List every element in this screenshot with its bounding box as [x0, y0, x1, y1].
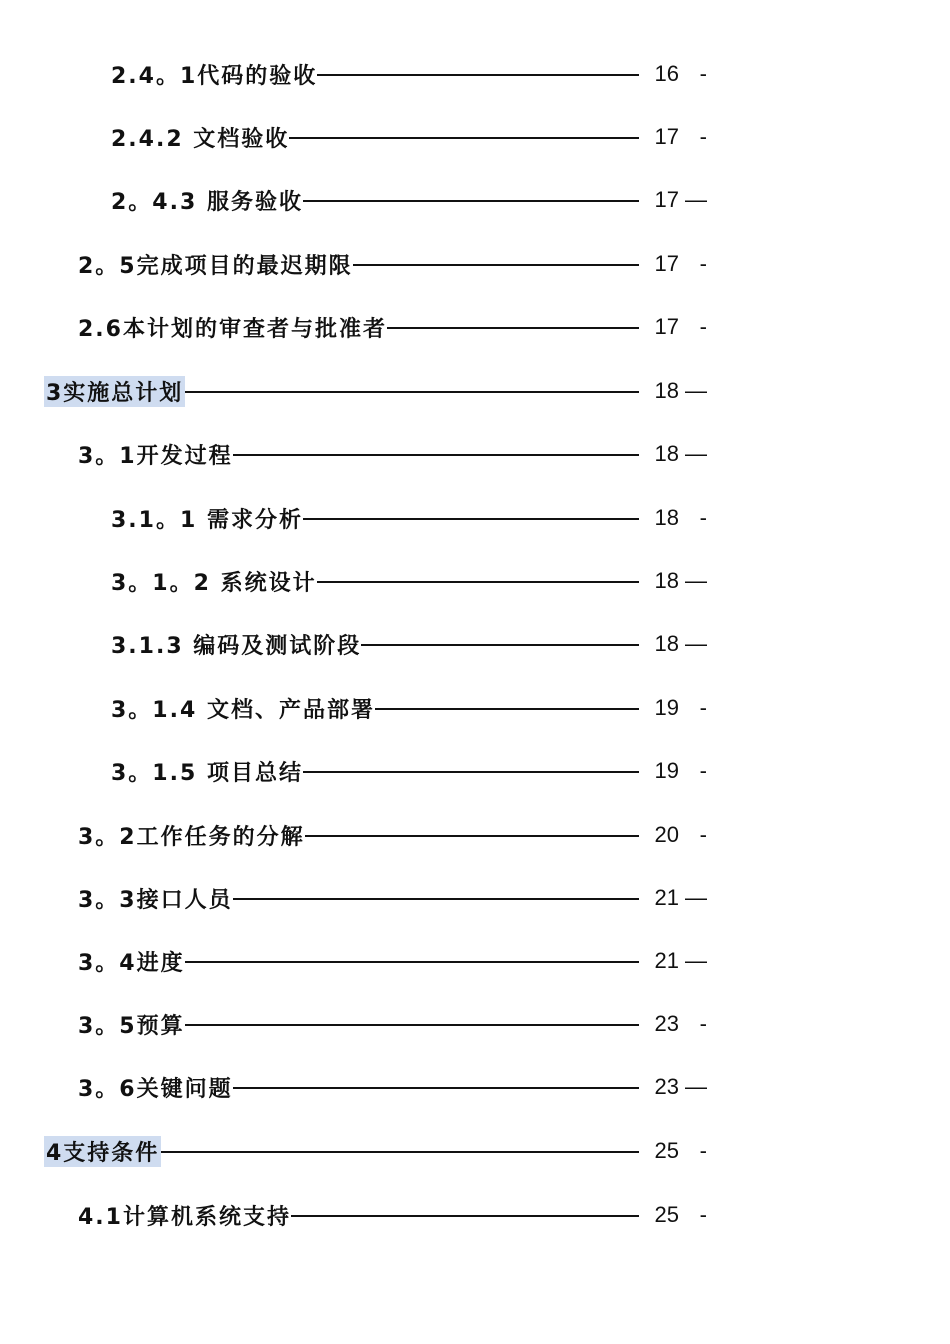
toc-entry-title: 3。4进度 — [78, 950, 185, 976]
toc-leader-line — [317, 581, 639, 583]
toc-leader-line — [387, 327, 639, 329]
toc-entry-tail: - — [699, 695, 707, 720]
toc-entry-tail: - — [699, 1202, 707, 1227]
toc-entry[interactable] — [78, 815, 707, 855]
toc-entry-page: 25 — [654, 1138, 679, 1163]
toc-entry-tail: - — [699, 1011, 707, 1036]
toc-entry-tail: — — [685, 441, 707, 466]
toc-leader-line — [185, 1024, 639, 1026]
toc-entry-page: 23 — [654, 1074, 679, 1099]
toc-entry-chapter[interactable] — [44, 1131, 707, 1171]
toc-entry[interactable] — [111, 624, 707, 664]
toc-entry-title: 3。3接口人员 — [78, 887, 233, 913]
toc-entry-tail: — — [685, 1074, 707, 1099]
toc-entry-title: 3.1.3 编码及测试阶段 — [111, 633, 362, 659]
toc-entry-title: 2.4。1代码的验收 — [111, 63, 318, 89]
toc-leader-line — [289, 137, 639, 139]
toc-leader-line — [291, 1215, 639, 1217]
toc-entry-tail: - — [699, 758, 707, 783]
toc-entry-page: 18 — [654, 568, 679, 593]
toc-entry-title: 3实施总计划 — [44, 376, 185, 407]
toc-entry-page: 18 — [654, 631, 679, 656]
toc-entry-title: 2.6本计划的审查者与批准者 — [78, 316, 387, 342]
toc-entry[interactable] — [111, 751, 707, 791]
toc-entry-page: 20 — [654, 822, 679, 847]
toc-entry-title: 3。1。2 系统设计 — [111, 570, 317, 596]
toc-entry-tail: — — [685, 378, 707, 403]
toc-entry[interactable] — [78, 307, 707, 347]
toc-entry-page: 17 — [654, 124, 679, 149]
toc-entry[interactable] — [78, 434, 707, 474]
toc-entry[interactable] — [111, 561, 707, 601]
toc-entry-tail: - — [699, 822, 707, 847]
toc-entry-page: 18 — [654, 441, 679, 466]
toc-entry-page: 23 — [654, 1011, 679, 1036]
toc-entry-title: 2.4.2 文档验收 — [111, 126, 290, 152]
toc-entry-page: 21 — [654, 948, 679, 973]
toc-entry-title: 3。5预算 — [78, 1013, 185, 1039]
toc-entry[interactable] — [111, 498, 707, 538]
toc-leader-line — [185, 961, 639, 963]
toc-entry-page: 21 — [654, 885, 679, 910]
toc-entry[interactable] — [78, 244, 707, 284]
toc-entry[interactable] — [111, 54, 707, 94]
toc-entry-page: 19 — [654, 695, 679, 720]
toc-entry[interactable] — [78, 1067, 707, 1107]
toc-entry-tail: - — [699, 1138, 707, 1163]
toc-entry-title: 2。5完成项目的最迟期限 — [78, 253, 353, 279]
toc-leader-line — [375, 708, 639, 710]
toc-leader-line — [233, 1087, 639, 1089]
toc-entry-title: 3。6关键问题 — [78, 1076, 233, 1102]
toc-entry-page: 18 — [654, 505, 679, 530]
toc-entry[interactable] — [78, 878, 707, 918]
toc-entry-tail: — — [685, 631, 707, 656]
toc-entry-page: 16 — [654, 61, 679, 86]
toc-entry-tail: — — [685, 885, 707, 910]
toc-entry-page: 17 — [654, 187, 679, 212]
toc-leader-line — [305, 835, 639, 837]
toc-entry-page: 18 — [654, 378, 679, 403]
toc-entry-tail: — — [685, 568, 707, 593]
toc-entry[interactable] — [78, 1004, 707, 1044]
toc-entry-tail: — — [685, 948, 707, 973]
toc-entry-title: 4.1计算机系统支持 — [78, 1204, 291, 1230]
toc-leader-line — [361, 644, 639, 646]
toc-entry[interactable] — [111, 688, 707, 728]
toc-leader-line — [303, 771, 639, 773]
toc-leader-line — [317, 74, 639, 76]
toc-leader-line — [185, 391, 639, 393]
toc-leader-line — [303, 200, 639, 202]
toc-entry-title: 3。1.4 文档、产品部署 — [111, 697, 375, 723]
toc-entry-tail: — — [685, 187, 707, 212]
toc-leader-line — [303, 518, 639, 520]
toc-entry-tail: - — [699, 124, 707, 149]
toc-entry[interactable] — [111, 117, 707, 157]
toc-entry-chapter[interactable] — [44, 371, 707, 411]
toc-entry-title: 3。2工作任务的分解 — [78, 824, 305, 850]
toc-leader-line — [353, 264, 639, 266]
toc-leader-line — [161, 1151, 639, 1153]
toc-entry-page: 25 — [654, 1202, 679, 1227]
toc-entry[interactable] — [111, 180, 707, 220]
toc-entry-title: 3。1开发过程 — [78, 443, 233, 469]
toc-entry-title: 3。1.5 项目总结 — [111, 760, 303, 786]
toc-entry-page: 17 — [654, 314, 679, 339]
toc-entry[interactable] — [78, 941, 707, 981]
toc-entry-title: 3.1。1 需求分析 — [111, 507, 303, 533]
toc-entry-page: 17 — [654, 251, 679, 276]
toc-entry-tail: - — [699, 251, 707, 276]
toc-entry[interactable] — [78, 1195, 707, 1235]
toc-entry-tail: - — [699, 505, 707, 530]
toc-leader-line — [233, 898, 639, 900]
toc-entry-page: 19 — [654, 758, 679, 783]
toc-leader-line — [233, 454, 639, 456]
toc-entry-tail: - — [699, 61, 707, 86]
toc-entry-title: 2。4.3 服务验收 — [111, 189, 303, 215]
toc-entry-title: 4支持条件 — [44, 1136, 161, 1167]
toc-entry-tail: - — [699, 314, 707, 339]
